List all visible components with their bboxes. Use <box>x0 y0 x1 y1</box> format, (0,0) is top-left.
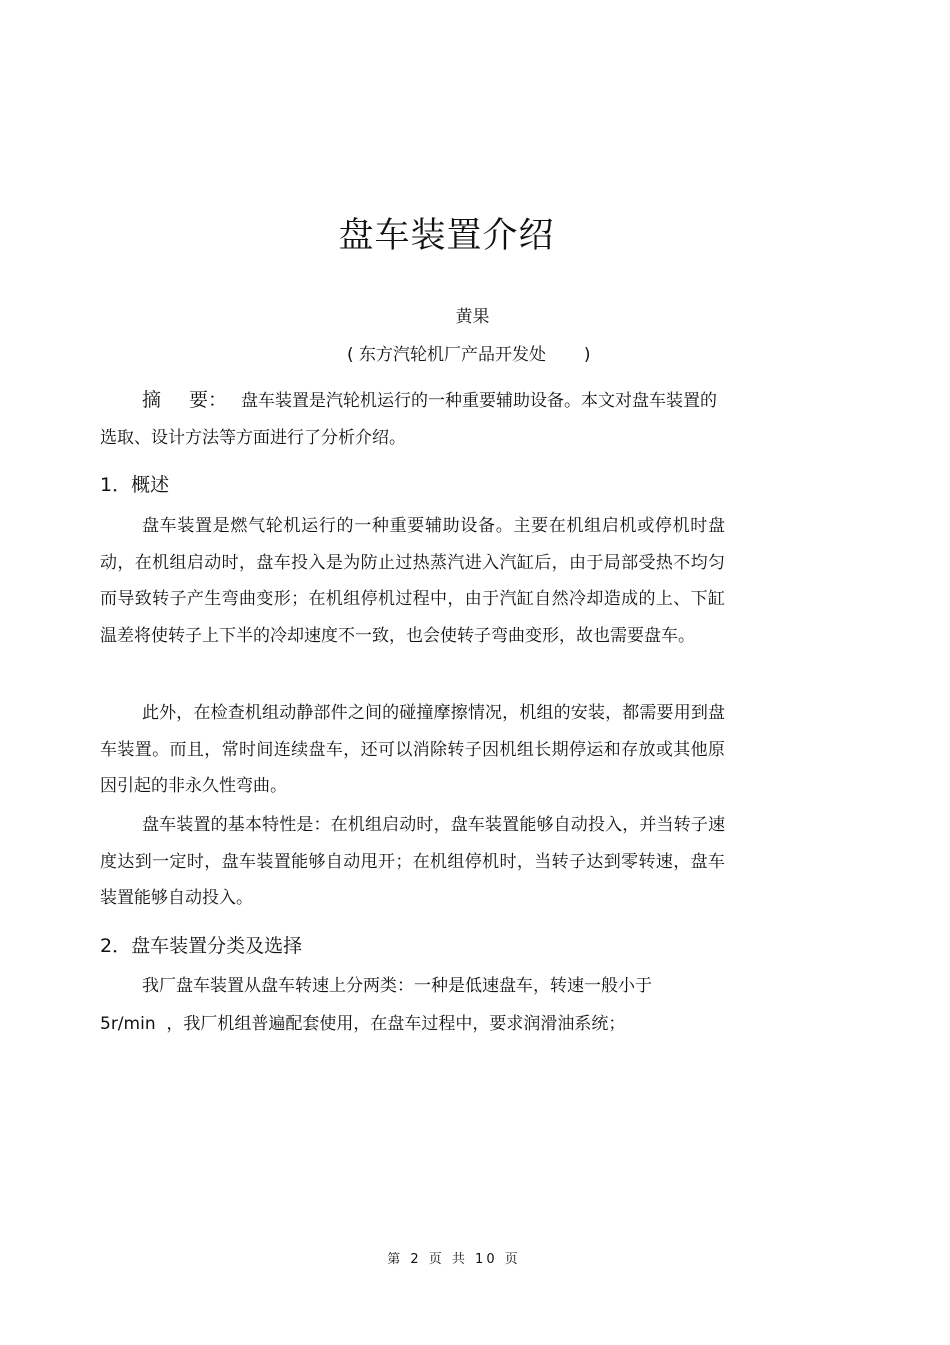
paragraph: 盘车装置的基本特性是：在机组启动时，盘车装置能够自动投入，并当转子速度达到一定时，盘车装置能够自动甩开；在机组停机时，当转子达到零转速，盘车装置能够自动投入。 <box>100 815 725 908</box>
paragraph: 盘车装置是燃气轮机运行的一种重要辅助设备。主要在机组启机或停机时盘动，在机组启动时，盘车投入是为防止过热蒸汽进入汽缸后，由于局部受热不均匀而导致转子产生弯曲变形；在机组停机过程中，由于汽缸自然冷却造成的上、下缸温差将使转子上下半的冷却速度不一致，也会使转子弯曲变形，故也需要盘车。 <box>100 516 725 646</box>
paragraph: 我厂盘车装置从盘车转速上分两类：一种是低速盘车，转速一般小于 <box>142 976 652 996</box>
abstract <box>100 382 725 457</box>
abstract-label <box>100 382 227 419</box>
author-affiliation: ( 东方汽轮机厂产品开发处 ) <box>347 345 591 365</box>
paragraph: 此外，在检查机组动静部件之间的碰撞摩擦情况，机组的安装，都需要用到盘车装置。而且，常时间连续盘车，还可以消除转子因机组长期停运和存放或其他原因引起的非永久性弯曲。 <box>100 703 725 796</box>
section-heading-overview: 1．概述 <box>100 474 170 496</box>
author-name: 黄果 <box>455 307 490 327</box>
abstract-label-part-1: 摘 <box>142 389 162 411</box>
paragraph: 5r/min ，我厂机组普遍配套使用，在盘车过程中，要求润滑油系统； <box>100 1014 626 1034</box>
abstract-label-part-2: 要： <box>189 389 228 411</box>
page-footer: 第 2 页 共 10 页 <box>387 1252 521 1267</box>
document-title: 盘车装置介绍 <box>338 216 555 256</box>
abstract-text: 盘车装置是汽轮机运行的一种重要辅助设备。本文对盘车装置的选取、设计方法等方面进行了分析介绍。 <box>100 391 718 448</box>
section-heading-classification: 2．盘车装置分类及选择 <box>100 935 303 957</box>
